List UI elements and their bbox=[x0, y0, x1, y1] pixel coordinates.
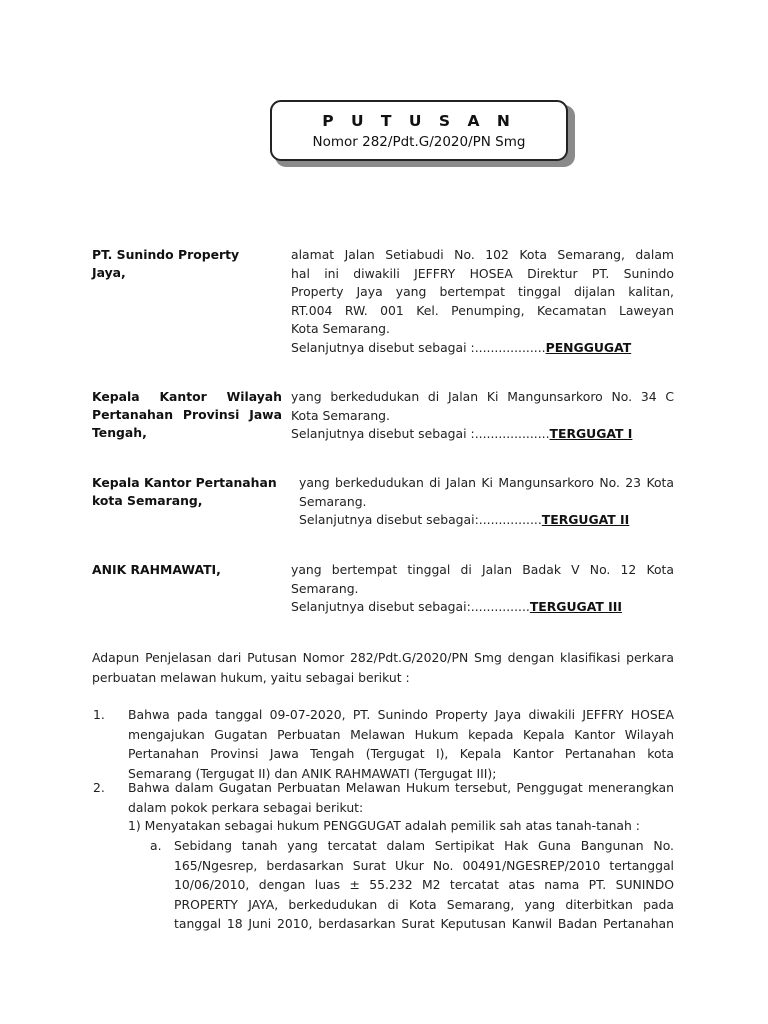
list-item-text: Bahwa pada tanggal 09-07-2020, PT. Sunindo Property Jaya diwakili JEFFRY HOSEA mengajukan Gugatan Perbuatan Melawan Hukum kepada Kepala Kantor Wilayah Pertanahan Provinsi Jawa Tengah (Tergugat I), Kepala Kantor Pertanahan kota Semarang (Tergugat II) dan ANIK RAHMAWATI (Tergugat III); bbox=[128, 707, 674, 781]
party-name-line: kota Semarang, bbox=[92, 493, 203, 508]
party-desc-line: alamat Jalan Setiabudi No. 102 Kota Semarang, dalam bbox=[291, 247, 674, 262]
party-desc-line: hal ini diwakili JEFFRY HOSEA Direktur PT. Sunindo bbox=[291, 265, 674, 281]
sub-item-line: Sebidang tanah yang tercatat dalam Sertipikat Hak Guna Bangunan No. bbox=[174, 838, 674, 853]
party-desc-tergugat-2 bbox=[299, 474, 674, 530]
party-name-line: ANIK RAHMAWATI, bbox=[92, 562, 221, 577]
party-name-tergugat-2 bbox=[92, 474, 282, 510]
case-number: Nomor 282/Pdt.G/2020/PN Smg bbox=[312, 134, 526, 150]
sub-item-text bbox=[174, 836, 674, 934]
party-desc-line: yang berkedudukan di Jalan Ki Mangunsarkoro No. 34 C bbox=[291, 389, 674, 404]
list-item-number: 1. bbox=[93, 707, 105, 722]
sub-item-line: 165/Ngesrep, berdasarkan Surat Ukur No. 00491/NGESREP/2010 tertanggal bbox=[174, 857, 674, 873]
designation-prefix: Selanjutnya disebut sebagai:............... bbox=[291, 599, 530, 614]
party-name-tergugat-1 bbox=[92, 388, 282, 442]
party-name-line: Tengah, bbox=[92, 425, 147, 440]
party-desc-line: Semarang. bbox=[299, 493, 367, 509]
designation-line bbox=[299, 511, 674, 530]
title-box bbox=[270, 100, 568, 161]
party-desc-line: Kota Semarang. bbox=[291, 321, 390, 336]
sub-item-1: 1) Menyatakan sebagai hukum PENGGUGAT adalah pemilik sah atas tanah-tanah : bbox=[128, 818, 640, 833]
party-desc-line: Kota Semarang. bbox=[291, 407, 390, 423]
party-desc-line: yang bertempat tinggal di Jalan Badak V No. 12 Kota bbox=[291, 562, 674, 577]
party-desc-line: yang berkedudukan di Jalan Ki Mangunsarkoro No. 23 Kota bbox=[299, 475, 674, 490]
party-desc-penggugat bbox=[291, 246, 674, 357]
designation-prefix: Selanjutnya disebut sebagai:................ bbox=[299, 512, 542, 527]
sub-item-line: tanggal 18 Juni 2010, berdasarkan Surat Keputusan Kanwil Badan Pertanahan bbox=[174, 916, 674, 931]
intro-paragraph: Adapun Penjelasan dari Putusan Nomor 282/Pdt.G/2020/PN Smg dengan klasifikasi perkara perbuatan melawan hukum, yaitu sebagai berikut : bbox=[92, 650, 674, 685]
party-desc-line: Semarang. bbox=[291, 580, 359, 596]
role-label: TERGUGAT I bbox=[549, 426, 633, 441]
role-label: PENGGUGAT bbox=[545, 339, 632, 355]
party-name-line: Pertanahan Provinsi Jawa bbox=[92, 407, 282, 422]
designation-prefix: Selanjutnya disebut sebagai :................... bbox=[291, 426, 550, 441]
document-title: P U T U S A N bbox=[322, 112, 516, 130]
designation-prefix: Selanjutnya disebut sebagai :.................. bbox=[291, 339, 546, 355]
party-name-line: Kepala Kantor Wilayah bbox=[92, 389, 282, 404]
party-name-tergugat-3 bbox=[92, 561, 282, 579]
list-item-text: Bahwa dalam Gugatan Perbuatan Melawan Hukum tersebut, Penggugat menerangkan dalam pokok perkara sebagai berikut: bbox=[128, 780, 674, 815]
sub-item-line: PROPERTY JAYA, berkedudukan di Kota Semarang, yang diterbitkan pada bbox=[174, 896, 674, 912]
sub-item-letter: a. bbox=[150, 838, 162, 853]
role-label: TERGUGAT II bbox=[541, 512, 630, 527]
list-item-number: 2. bbox=[93, 780, 105, 795]
designation-line bbox=[291, 339, 674, 358]
party-name-line: Jaya, bbox=[92, 265, 126, 280]
party-desc-tergugat-1 bbox=[291, 388, 674, 444]
party-desc-line: Property Jaya yang bertempat tinggal dijalan kalitan, bbox=[291, 284, 674, 299]
party-desc-tergugat-3 bbox=[291, 561, 674, 617]
designation-line bbox=[291, 425, 674, 444]
party-name-penggugat bbox=[92, 246, 282, 282]
designation-line bbox=[291, 598, 674, 617]
party-desc-line: RT.004 RW. 001 Kel. Penumping, Kecamatan Laweyan bbox=[291, 302, 674, 318]
party-name-line: Kepala Kantor Pertanahan bbox=[92, 475, 277, 490]
party-name-line: PT. Sunindo Property bbox=[92, 247, 240, 262]
role-label: TERGUGAT III bbox=[529, 599, 622, 614]
sub-item-line: 10/06/2010, dengan luas ± 55.232 M2 tercatat atas nama PT. SUNINDO bbox=[174, 877, 674, 892]
